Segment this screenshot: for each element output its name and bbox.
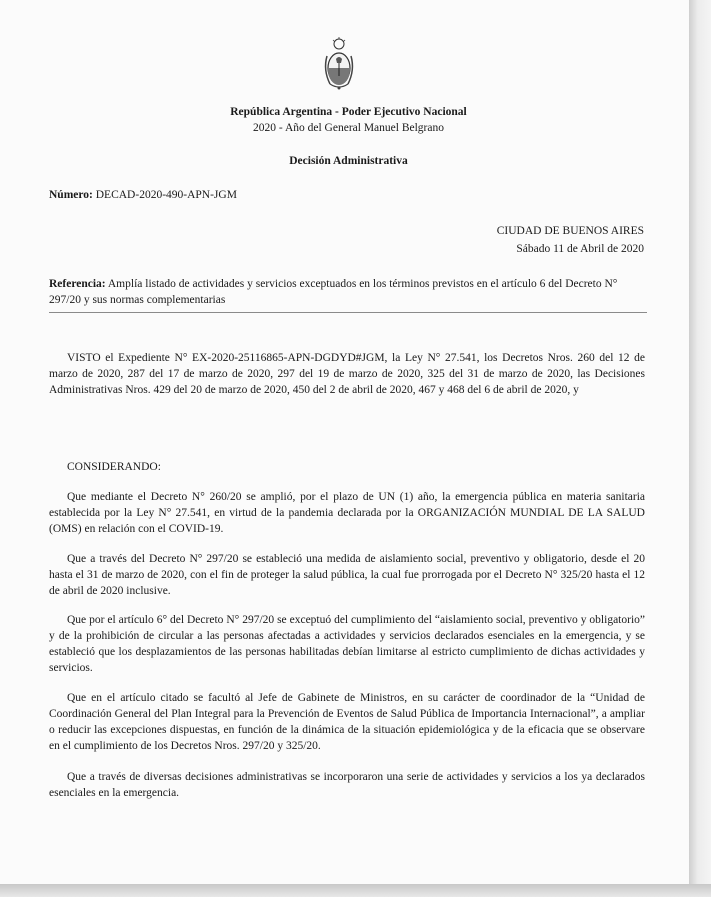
document-type: Decisión Administrativa <box>289 155 408 167</box>
date: Sábado 11 de Abril de 2020 <box>516 243 644 255</box>
paragraph-4: Que en el artículo citado se facultó al Jefe de Gabinete de Ministros, en su carácter de coordinador de la “Unidad de Coordinación General del Plan Integral para la Prevención de Eventos de Salud Pública de Importancia Internacional”, a ampliar o reducir las excepciones dispuestas, en función de la dinámica de la situación epidemiológica y de la eficacia que se observare en el cumplimiento de los Decretos Nros. 297/20 y 325/20. <box>49 692 645 752</box>
document-number <box>49 189 237 201</box>
paragraph-3: Que por el artículo 6° del Decreto N° 297/20 se exceptuó del cumplimiento del “aislamiento social, preventivo y obligatorio” y de la prohibición de circular a las personas afectadas a actividades y servicios declarados esenciales en la emergencia, y se estableció que los desplazamientos de las personas habilitadas debían limitarse al estricto cumplimiento de dichas actividades y servicios. <box>49 614 645 674</box>
page-edge-shadow <box>689 0 711 897</box>
paragraph-1: Que mediante el Decreto N° 260/20 se amplió, por el plazo de UN (1) año, la emergencia pública en materia sanitaria establecida por la Ley N° 27.541, en virtud de la pandemia declarada por la ORGANIZACIÓN MUNDIAL DE LA SALUD (OMS) en relación con el COVID-19. <box>49 491 645 535</box>
paragraph-2: Que a través del Decreto N° 297/20 se estableció una medida de aislamiento social, preventivo y obligatorio, desde el 20 hasta el 31 de marzo de 2020, con el fin de proteger la salud pública, la cual fue prorrogada por el Decreto N° 325/20 hasta el 12 de abril de 2020 inclusive. <box>49 553 645 597</box>
argentina-coat-of-arms-icon <box>322 36 356 96</box>
place: CIUDAD DE BUENOS AIRES <box>496 225 644 237</box>
considerando-heading: CONSIDERANDO: <box>67 461 161 473</box>
divider <box>49 312 647 313</box>
issuer-title: República Argentina - Poder Ejecutivo Nacional <box>230 106 467 118</box>
reference-text: Amplía listado de actividades y servicios exceptuados en los términos previstos en el artículo 6 del Decreto N° 297/20 y sus normas complementarias <box>49 278 618 306</box>
reference-label: Referencia: <box>49 278 106 290</box>
visto-paragraph: VISTO el Expediente N° EX-2020-25116865-APN-DGDYD#JGM, la Ley N° 27.541, los Decretos Nros. 260 del 12 de marzo de 2020, 287 del 17 de marzo de 2020, 297 del 19 de marzo de 2020, 325 del 31 de marzo de 2020, las Decisiones Administrativas Nros. 429 del 20 de marzo de 2020, 450 del 2 de abril de 2020, 467 y 468 del 6 de abril de 2020, y <box>49 352 645 396</box>
paragraph-5: Que a través de diversas decisiones administrativas se incorporaron una serie de actividades y servicios a los ya declarados esenciales en la emergencia. <box>49 771 645 799</box>
document-number-label: Número: <box>49 189 93 201</box>
reference <box>49 276 645 308</box>
document-number-value: DECAD-2020-490-APN-JGM <box>95 189 237 201</box>
year-motto: 2020 - Año del General Manuel Belgrano <box>253 122 444 134</box>
page-bottom-shadow <box>0 884 711 897</box>
